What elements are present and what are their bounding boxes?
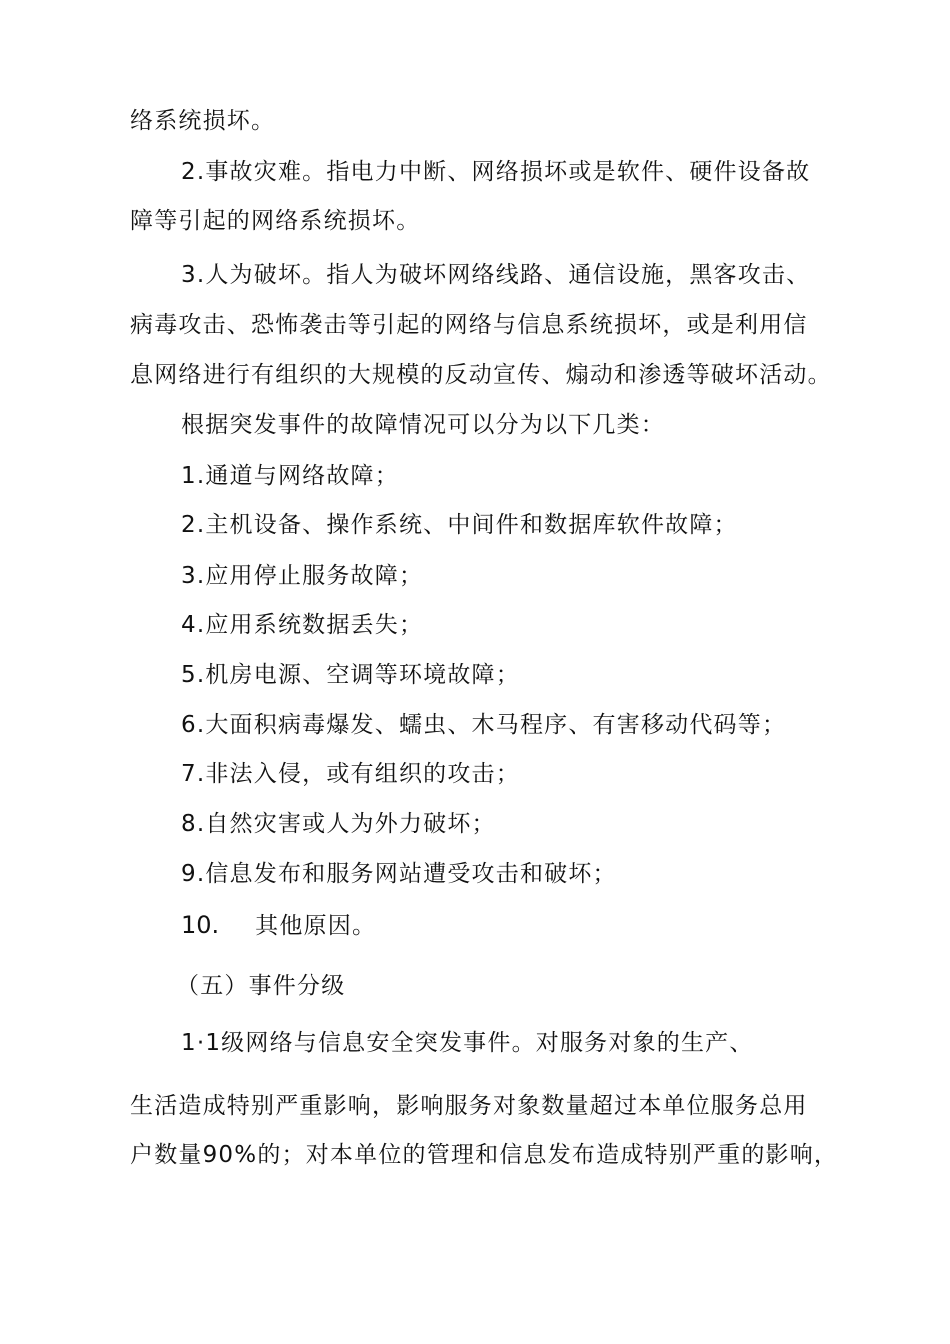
paragraph-line: 生活造成特别严重影响，影响服务对象数量超过本单位服务总用	[130, 1093, 808, 1119]
list-item: 5.机房电源、空调等环境故障；	[181, 662, 520, 688]
list-item: 7.非法入侵，或有组织的攻击；	[181, 761, 520, 787]
paragraph-line: 1·1级网络与信息安全突发事件。对服务对象的生产、	[181, 1030, 754, 1056]
list-item	[181, 910, 376, 941]
paragraph-line: 根据突发事件的故障情况可以分为以下几类：	[181, 412, 665, 438]
paragraph-line: 户数量90%的；对本单位的管理和信息发布造成特别严重的影响，	[130, 1142, 839, 1168]
paragraph-line: 络系统损坏。	[130, 108, 276, 134]
list-item: 1.通道与网络故障；	[181, 463, 399, 489]
list-item-number: 10.	[181, 911, 220, 939]
list-item-text: 其他原因。	[255, 913, 377, 939]
list-item: 2.主机设备、操作系统、中间件和数据库软件故障；	[181, 512, 738, 538]
list-item: 4.应用系统数据丢失；	[181, 612, 424, 638]
section-heading: （五）事件分级	[176, 973, 346, 999]
list-item: 8.自然灾害或人为外力破坏；	[181, 811, 496, 837]
paragraph-line: 3.人为破坏。指人为破坏网络线路、通信设施，黑客攻击、	[181, 262, 811, 288]
list-item: 6.大面积病毒爆发、蠕虫、木马程序、有害移动代码等；	[181, 712, 787, 738]
paragraph-line: 障等引起的网络系统损坏。	[130, 208, 421, 234]
list-item: 3.应用停止服务故障；	[181, 563, 424, 589]
list-item: 9.信息发布和服务网站遭受攻击和破坏；	[181, 861, 617, 887]
paragraph-line: 病毒攻击、恐怖袭击等引起的网络与信息系统损坏，或是利用信	[130, 312, 808, 338]
paragraph-line: 息网络进行有组织的大规模的反动宣传、煽动和渗透等破坏活动。	[130, 362, 832, 388]
paragraph-line: 2.事故灾难。指电力中断、网络损坏或是软件、硬件设备故	[181, 159, 811, 185]
